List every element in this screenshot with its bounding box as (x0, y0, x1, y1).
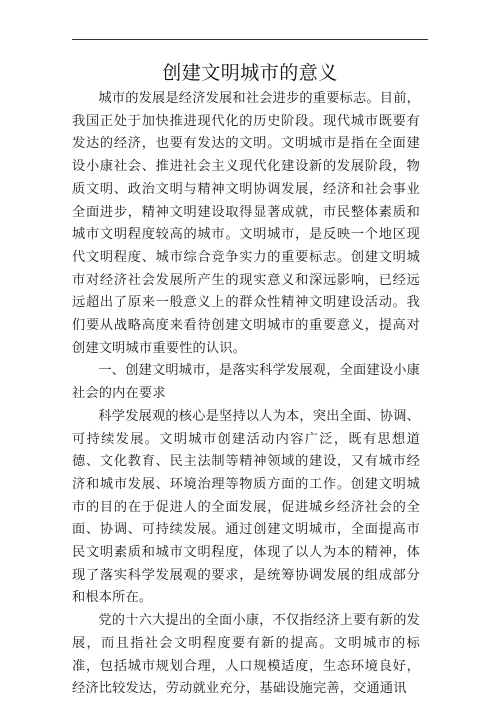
document-title: 创建文明城市的意义 (162, 62, 338, 84)
header-rule (72, 39, 428, 40)
section-heading-1: 一、创建文明城市，是落实科学发展观，全面建设小康社会的内在要求 (72, 363, 420, 402)
paragraph-xiaokang: 党的十六大提出的全面小康，不仅指经济上要有新的发展，而且指社会文明程度要有新的提高。文明城市的标准，包括城市规划合理，人口规模适度，生态环境良好，经济比较发达，劳动就业充分，基础设施完善，交通通讯 (72, 613, 420, 697)
paragraph-intro: 城市的发展是经济发展和社会进步的重要标志。目前，我国正处于加快推进现代化的历史阶段。现代城市既要有发达的经济，也要有发达的文明。文明城市是指在全面建设小康社会、推进社会主义现代化建设新的发展阶段，物质文明、政治文明与精神文明协调发展，经济和社会事业全面进步，精神文明建设取得显著成就，市民整体素质和城市文明程度较高的城市。文明城市，是反映一个地区现代文明程度、城市综合竞争实力的重要标志。创建文明城市对经济社会发展所产生的现实意义和深远影响，已经远远超出了原来一般意义上的群众性精神文明建设活动。我们要从战略高度来看待创建文明城市的重要意义，提高对创建文明城市重要性的认识。 (72, 91, 420, 356)
paragraph-scientific-development: 科学发展观的核心是坚持以人为本，突出全面、协调、可持续发展。文明城市创建活动内容广泛，既有思想道德、文化教育、民主法制等精神领域的建设，又有城市经济和城市发展、环境治理等物质方面的工作。创建文明城市的目的在于促进人的全面发展，促进城乡经济社会的全面、协调、可持续发展。通过创建文明城市，全面提高市民文明素质和城市文明程度，体现了以人为本的精神，体现了落实科学发展观的要求，是统筹协调发展的组成部分和根本所在。 (72, 408, 420, 606)
document-body (72, 88, 420, 701)
